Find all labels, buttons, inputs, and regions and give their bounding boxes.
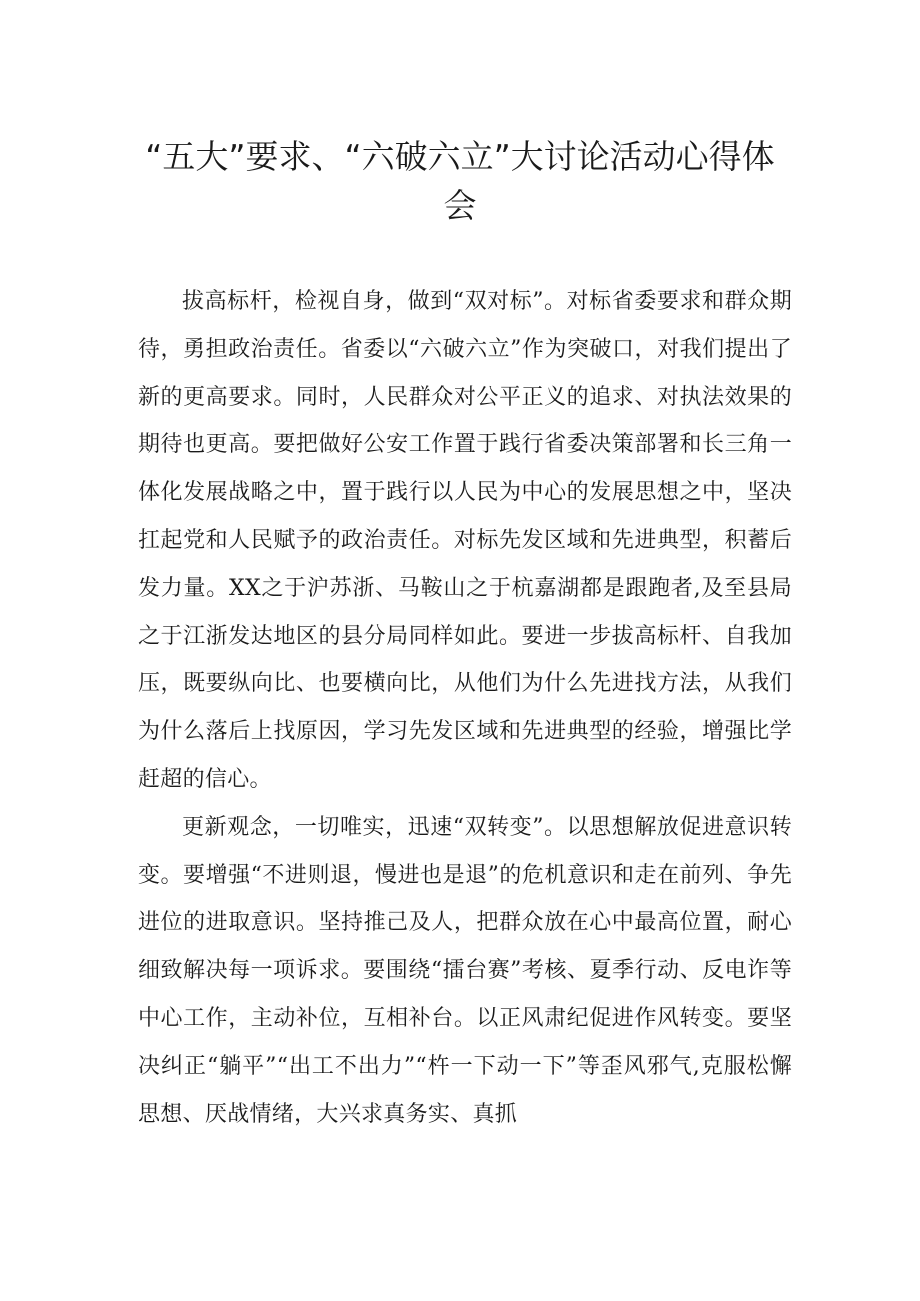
document-body bbox=[138, 278, 792, 1138]
paragraph: 拔高标杆，检视自身，做到“双对标”。对标省委要求和群众期待，勇担政治责任。省委以“六破六立”作为突破口，对我们提出了新的更高要求。同时，人民群众对公平正义的追求、对执法效果的期待也更高。要把做好公安工作置于践行省委决策部署和长三角一体化发展战略之中，置于践行以人民为中心的发展思想之中，坚决扛起党和人民赋予的政治责任。对标先发区域和先进典型，积蓄后发力量。XX之于沪苏浙、马鞍山之于杭嘉湖都是跟跑者,及至县局之于江浙发达地区的县分局同样如此。要进一步拔高标杆、自我加压，既要纵向比、也要横向比，从他们为什么先进找方法，从我们为什么落后上找原因，学习先发区域和先进典型的经验，增强比学赶超的信心。 bbox=[138, 289, 792, 792]
paragraph: 更新观念，一切唯实，迅速“双转变”。以思想解放促进意识转变。要增强“不进则退，慢进也是退”的危机意识和走在前列、争先进位的进取意识。坚持推己及人，把群众放在心中最高位置，耐心细致解决每一项诉求。要围绕“擂台赛”考核、夏季行动、反电诈等中心工作，主动补位，互相补台。以正风肃纪促进作风转变。要坚决纠正“躺平”“出工不出力”“杵一下动一下”等歪风邪气,克服松懈思想、厌战情绪，大兴求真务实、真抓 bbox=[138, 814, 792, 1127]
document-title: “五大”要求、“六破六立”大讨论活动心得体会 bbox=[145, 137, 775, 225]
